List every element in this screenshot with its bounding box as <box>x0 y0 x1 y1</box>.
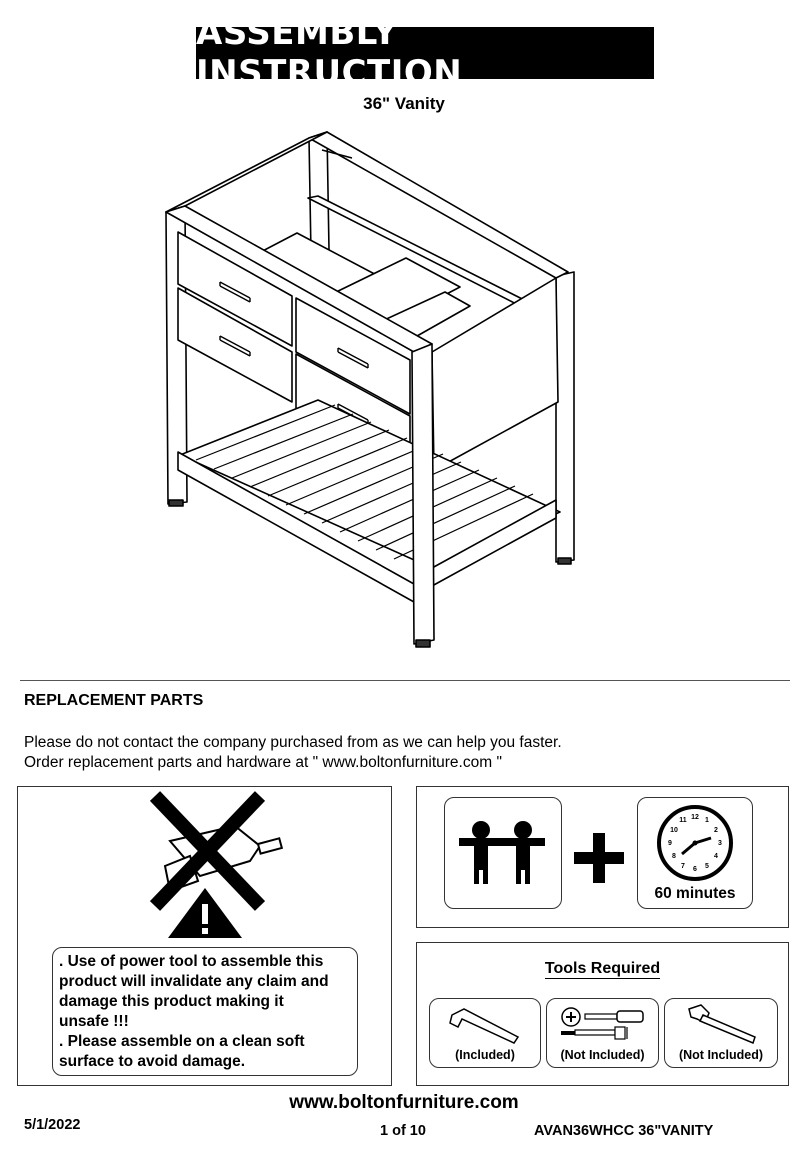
document-date: 5/1/2022 <box>24 1117 81 1133</box>
front-right-leg <box>412 344 434 644</box>
clock-icon <box>656 804 734 882</box>
duration-label: 60 minutes <box>654 885 736 902</box>
document-title: ASSEMBLY INSTRUCTION <box>196 27 654 79</box>
clock-number: 8 <box>672 853 676 860</box>
tool-card-hammer <box>664 998 778 1068</box>
clock-number: 4 <box>714 853 718 860</box>
clock-number: 12 <box>691 814 699 821</box>
tool-label: (Not Included) <box>560 1048 645 1062</box>
screwdrivers-icon <box>557 1003 652 1045</box>
tool-card-allen-key <box>429 998 541 1068</box>
clock-number: 3 <box>718 840 722 847</box>
replacement-website: Order replacement parts and hardware at " www.boltonfurniture.com " <box>24 754 502 771</box>
clock-number: 7 <box>681 863 685 870</box>
clock-number: 11 <box>679 817 687 824</box>
vanity-illustration <box>150 120 590 660</box>
warning-message <box>52 947 358 1076</box>
warning-line: product will invalidate any claim and <box>59 973 329 990</box>
clock-number: 1 <box>705 817 709 824</box>
section-divider <box>20 680 790 681</box>
warning-line: unsafe !!! <box>59 1013 129 1030</box>
two-persons-box <box>444 797 562 909</box>
warning-line: . Use of power tool to assemble this <box>59 953 324 970</box>
clock-number: 2 <box>714 827 718 834</box>
top-left-rail <box>166 132 327 212</box>
warning-line: surface to avoid damage. <box>59 1053 246 1070</box>
clock-number: 9 <box>668 840 672 847</box>
clock-number: 6 <box>693 866 697 873</box>
clock-number: 5 <box>705 863 709 870</box>
product-subtitle: 36" Vanity <box>363 94 445 113</box>
plus-icon <box>574 833 624 883</box>
tool-card-screwdrivers <box>546 998 659 1068</box>
tools-title <box>416 960 789 978</box>
clock-number: 10 <box>670 827 678 834</box>
replacement-note: Please do not contact the company purchased from as we can help you faster. <box>24 734 562 751</box>
product-code: AVAN36WHCC 36"VANITY <box>534 1123 714 1139</box>
allen-key-icon <box>448 1005 528 1045</box>
warning-line: damage this product making it <box>59 993 284 1010</box>
tools-title-text: Tools Required <box>544 960 661 977</box>
hammer-icon <box>685 1003 765 1045</box>
tool-label: (Not Included) <box>678 1048 763 1062</box>
two-persons-icon <box>445 798 559 906</box>
replacement-heading: REPLACEMENT PARTS <box>24 692 204 709</box>
time-box <box>637 797 753 909</box>
footer-website: www.boltonfurniture.com <box>289 1092 519 1113</box>
back-right-leg <box>556 272 574 562</box>
no-power-tool-icon <box>140 786 300 946</box>
tool-label: (Included) <box>455 1048 515 1062</box>
page-number: 1 of 10 <box>380 1123 426 1139</box>
warning-line: . Please assemble on a clean soft <box>59 1033 305 1050</box>
